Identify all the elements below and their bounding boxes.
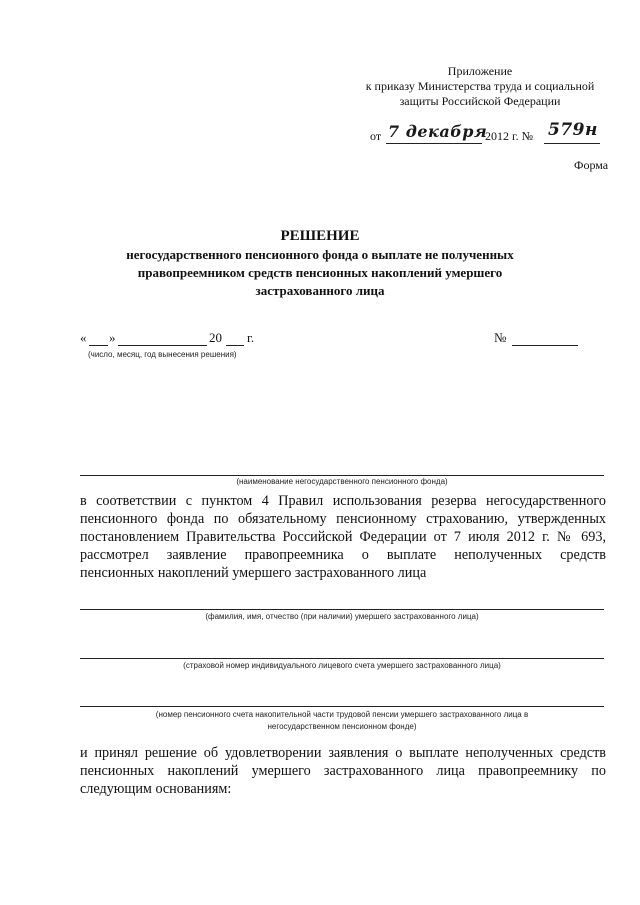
paragraph-line: следующим основаниям: xyxy=(80,781,232,797)
year-blank[interactable] xyxy=(226,345,244,346)
day-blank[interactable] xyxy=(89,345,108,346)
decision-number-field[interactable] xyxy=(494,330,584,350)
appendix-ministry-line: защиты Российской Федерации xyxy=(399,94,561,108)
title-sub-1: негосударственного пенсионного фонда о выплате не полученных xyxy=(126,247,514,262)
number-underline xyxy=(544,143,600,144)
order-year: 2012 г. № xyxy=(485,129,534,143)
paragraph-line: и принял решение об удовлетворении заявления о выплате неполученных средств xyxy=(80,745,606,761)
month-blank[interactable] xyxy=(118,345,207,346)
year-prefix: 20 xyxy=(209,330,222,345)
paragraph-legal-basis xyxy=(80,492,606,582)
quote-close: » xyxy=(109,330,116,345)
pension-account-line[interactable] xyxy=(80,706,604,707)
number-sign: № xyxy=(494,330,507,345)
full-name-line[interactable] xyxy=(80,609,604,610)
fund-name-caption: (наименование негосударственного пенсионного фонда) xyxy=(236,477,448,486)
paragraph-line: рассмотрел заявление правопреемника о выплате неполученных средств xyxy=(80,547,606,563)
document-title xyxy=(60,226,580,300)
form-label: Форма xyxy=(574,158,609,172)
date-caption: (число, месяц, год вынесения решения) xyxy=(88,350,237,359)
date-prefix: от xyxy=(370,129,382,143)
appendix-order-line: к приказу Министерства труда и социальной xyxy=(365,79,595,93)
pension-account-caption xyxy=(80,709,604,733)
handwritten-date: 7 декабря xyxy=(388,122,488,141)
number-blank[interactable] xyxy=(512,345,578,346)
pension-account-caption-2: негосударственном пенсионном фонде) xyxy=(267,722,417,731)
appendix-label: Приложение xyxy=(447,64,513,78)
decision-date-field[interactable] xyxy=(80,330,300,366)
insurance-number-line[interactable] xyxy=(80,658,604,659)
paragraph-line: в соответствии с пунктом 4 Правил использования резерва негосударственного xyxy=(80,493,606,509)
paragraph-line: пенсионного фонда по обязательному пенсионному страхованию, утвержденных xyxy=(80,511,606,527)
date-underline xyxy=(386,143,482,144)
appendix-header xyxy=(340,64,620,109)
paragraph-line: пенсионных накоплений умершего застрахованного лица правопреемнику по xyxy=(80,763,606,779)
full-name-caption: (фамилия, имя, отчество (при наличии) умершего застрахованного лица) xyxy=(205,612,479,621)
order-date-line xyxy=(370,120,610,146)
paragraph-line: постановлением Правительства Российской Федерации от 7 июля 2012 г. № 693, xyxy=(80,529,606,545)
pension-account-caption-1: (номер пенсионного счета накопительной части трудовой пенсии умершего застрахованного лица в xyxy=(155,710,529,719)
year-suffix: г. xyxy=(247,330,255,345)
insurance-number-caption: (страховой номер индивидуального лицевого счета умершего застрахованного лица) xyxy=(183,661,501,670)
title-sub-3: застрахованного лица xyxy=(255,283,385,298)
paragraph-line: пенсионных накоплений умершего застрахованного лица xyxy=(80,565,427,581)
title-sub-2: правопреемником средств пенсионных накоплений умершего xyxy=(137,265,503,280)
paragraph-decision xyxy=(80,744,606,798)
handwritten-order-number: 579н xyxy=(548,120,598,140)
fund-name-line[interactable] xyxy=(80,475,604,476)
quote-open: « xyxy=(80,330,87,345)
title-main: РЕШЕНИЕ xyxy=(280,228,360,244)
